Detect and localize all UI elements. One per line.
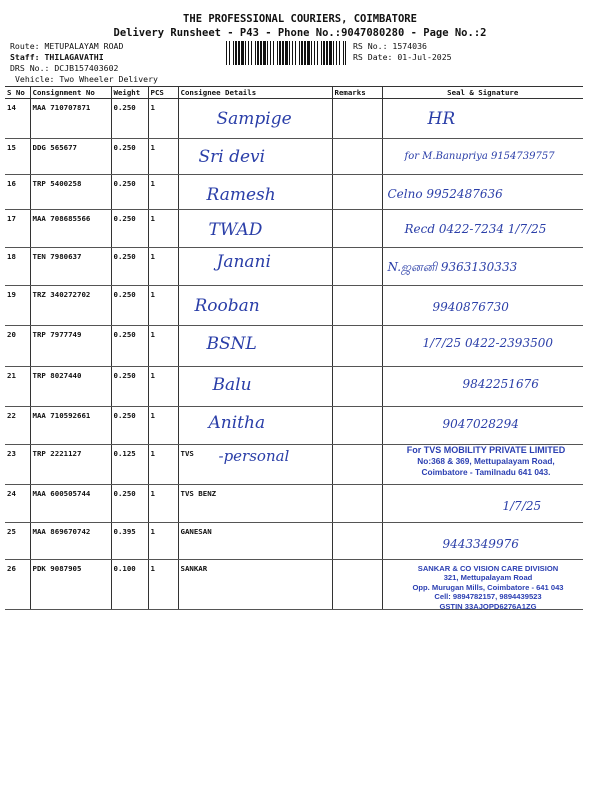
row-weight: 0.250 [111,210,148,248]
signature-handwritten: 9047028294 [442,417,519,431]
barcode-bar [314,41,315,65]
row-remarks [332,139,382,175]
row-consignee [178,367,332,407]
vehicle-label: Vehicle: Two Wheeler Delivery [15,74,158,84]
row-consignee [178,485,332,523]
row-pcs: 1 [148,99,178,139]
consignee-handwritten: TWAD [208,220,263,240]
signature-handwritten: 1/7/25 [502,499,542,513]
row-remarks [332,560,382,610]
table-row [5,286,583,326]
col-consignee: Consignee Details [178,87,332,99]
row-consignment: TRP 2221127 [30,445,111,485]
row-pcs: 1 [148,523,178,560]
consignee-handwritten: Sri devi [198,147,266,167]
stamp-line: SANKAR & CO VISION CARE DIVISION [417,564,559,573]
signature-handwritten: 9940876730 [432,300,509,314]
row-consignee [178,248,332,286]
barcode-bar [241,41,244,65]
row-consignee [178,99,332,139]
row-consignment: MAA 600505744 [30,485,111,523]
table-row [5,407,583,445]
row-pcs: 1 [148,560,178,610]
row-pcs: 1 [148,139,178,175]
barcode-bar [321,41,322,65]
barcode-bar [251,41,252,65]
table-row [5,445,583,485]
row-consignee [178,445,332,485]
row-consignment: TRP 7977749 [30,326,111,367]
row-sno: 20 [5,326,30,367]
row-weight: 0.250 [111,248,148,286]
table-row [5,560,583,610]
col-weight: Weight [111,87,148,99]
row-remarks [332,99,382,139]
row-weight: 0.250 [111,139,148,175]
row-remarks [332,523,382,560]
signature-handwritten: Celno 9952487636 [387,187,503,201]
col-sno: S No [5,87,30,99]
stamp-line: Coimbatore - Tamilnadu 641 043. [421,466,551,477]
row-signature [382,99,583,139]
barcode-bar [343,41,344,65]
row-consignment: TRP 8027440 [30,367,111,407]
consignee-handwritten: BSNL [206,334,257,354]
barcode-bar [245,41,246,65]
row-weight: 0.100 [111,560,148,610]
rs-date: RS Date: 01-Jul-2025 [353,52,452,62]
consignee-handwritten: -personal [218,447,290,465]
staff-label: Staff: THILAGAVATHI [10,52,104,62]
row-pcs: 1 [148,485,178,523]
row-pcs: 1 [148,445,178,485]
row-consignee [178,139,332,175]
row-signature [382,560,583,610]
row-sno: 16 [5,175,30,210]
rs-number: RS No.: 1574036 [353,41,427,51]
barcode-bar [326,41,328,65]
signature-handwritten: 9443349976 [442,537,519,551]
row-consignment: TEN 7980637 [30,248,111,286]
table-row [5,485,583,523]
row-consignee [178,326,332,367]
signature-handwritten: for M.Banupriya 9154739757 [404,151,555,162]
row-remarks [332,248,382,286]
runsheet-subtitle: Delivery Runsheet - P43 - Phone No.:9047080280 - Page No.:2 [113,27,487,39]
row-sno: 14 [5,99,30,139]
barcode-bar [277,41,278,65]
col-remarks: Remarks [332,87,382,99]
row-consignee [178,175,332,210]
barcode-bar [289,41,290,65]
signature-handwritten: HR [427,109,456,129]
col-signature: Seal & Signature [382,87,583,99]
barcode-bar [295,41,296,65]
row-weight: 0.250 [111,99,148,139]
consignee-handwritten: Janani [216,252,271,272]
signature-handwritten: N.ஜனனி 9363130333 [387,260,518,274]
table-row [5,248,583,286]
table-header-row [5,87,583,99]
row-remarks [332,485,382,523]
table-row [5,523,583,560]
barcode-bar [304,41,306,65]
row-signature [382,175,583,210]
row-pcs: 1 [148,407,178,445]
row-sno: 22 [5,407,30,445]
row-weight: 0.250 [111,175,148,210]
barcode-bar [345,41,346,65]
stamp-line: No:368 & 369, Mettupalayam Road, [417,456,555,467]
table-row [5,99,583,139]
row-consignment: PDK 9087905 [30,560,111,610]
row-consignment: TRP 5400258 [30,175,111,210]
row-remarks [332,286,382,326]
row-consignee [178,560,332,610]
runsheet-table [5,86,583,610]
row-weight: 0.395 [111,523,148,560]
row-signature [382,248,583,286]
consignee-handwritten: Balu [212,375,252,395]
row-sno: 15 [5,139,30,175]
barcode-bar [260,41,262,65]
row-pcs: 1 [148,326,178,367]
row-sno: 25 [5,523,30,560]
row-remarks [332,210,382,248]
row-signature [382,139,583,175]
sankar-stamp [401,564,576,611]
row-consignment: DDG 565677 [30,139,111,175]
row-signature [382,523,583,560]
consignee-printed: GANESAN [180,527,212,536]
barcode-bar [292,41,293,65]
signature-handwritten: 9842251676 [462,377,539,391]
row-sno: 24 [5,485,30,523]
consignee-handwritten: Sampige [216,109,292,129]
barcode-bar [301,41,303,65]
col-consignment: Consignment No [30,87,111,99]
row-weight: 0.250 [111,367,148,407]
row-consignment: MAA 708685566 [30,210,111,248]
row-signature [382,445,583,485]
table-row [5,139,583,175]
row-sno: 17 [5,210,30,248]
stamp-line: Cell: 9894782157, 9894439523 [434,592,542,602]
row-signature [382,367,583,407]
row-consignee [178,286,332,326]
row-signature [382,326,583,367]
barcode-bar [323,41,325,65]
row-remarks [332,445,382,485]
table-row [5,175,583,210]
row-pcs: 1 [148,367,178,407]
barcode-bar [299,41,300,65]
barcode-bar [235,41,237,65]
row-sno: 18 [5,248,30,286]
consignee-handwritten: Ramesh [206,185,276,205]
barcode-bar [226,41,227,65]
barcode-bar [333,41,334,65]
barcode-bar [285,41,288,65]
barcode-bar [273,41,274,65]
drs-number: DRS No.: DCJB157403602 [10,63,119,73]
signature-handwritten: 1/7/25 0422-2393500 [422,336,553,350]
row-pcs: 1 [148,175,178,210]
barcode-bar [282,41,284,65]
row-signature [382,407,583,445]
barcode-bar [233,41,234,65]
barcode [226,41,346,65]
table-row [5,326,583,367]
row-consignment: TRZ 340272702 [30,286,111,326]
row-consignment: MAA 710707871 [30,99,111,139]
barcode-bar [307,41,310,65]
row-consignment: MAA 869670742 [30,523,111,560]
barcode-bar [248,41,249,65]
table-row [5,210,583,248]
row-signature [382,286,583,326]
signature-handwritten: Recd 0422-7234 1/7/25 [404,222,547,236]
barcode-bar [267,41,268,65]
row-weight: 0.250 [111,485,148,523]
row-consignment: MAA 710592661 [30,407,111,445]
barcode-bar [279,41,281,65]
row-pcs: 1 [148,286,178,326]
col-pcs: PCS [148,87,178,99]
barcode-bar [311,41,312,65]
row-remarks [332,367,382,407]
row-weight: 0.250 [111,286,148,326]
barcode-bar [336,41,337,65]
consignee-printed: SANKAR [180,564,208,573]
row-pcs: 1 [148,210,178,248]
row-consignee [178,407,332,445]
stamp-line: GSTIN 33AJOPD6276A1ZG [439,601,537,611]
row-remarks [332,175,382,210]
row-weight: 0.125 [111,445,148,485]
row-sno: 21 [5,367,30,407]
row-sno: 19 [5,286,30,326]
stamp-line: For TVS MOBILITY PRIVATE LIMITED [406,445,566,455]
consignee-handwritten: Rooban [194,296,260,316]
barcode-bar [270,41,271,65]
row-pcs: 1 [148,248,178,286]
barcode-bar [329,41,332,65]
row-consignee [178,523,332,560]
consignee-handwritten: Anitha [208,413,266,433]
row-weight: 0.250 [111,407,148,445]
barcode-bar [263,41,266,65]
consignee-printed: TVS [180,449,194,458]
runsheet-title: THE PROFESSIONAL COURIERS, COIMBATORE [183,13,417,25]
row-remarks [332,407,382,445]
barcode-bar [257,41,259,65]
row-sno: 26 [5,560,30,610]
stamp-line: 321, Mettupalayam Road [443,573,533,583]
row-weight: 0.250 [111,326,148,367]
row-signature [382,210,583,248]
row-sno: 23 [5,445,30,485]
table-row [5,367,583,407]
row-consignee [178,210,332,248]
stamp-line: Opp. Murugan Mills, Coimbatore - 641 043 [412,582,564,592]
barcode-bar [255,41,256,65]
barcode-bar [238,41,240,65]
barcode-bar [339,41,340,65]
tvs-stamp [389,445,584,477]
row-signature [382,485,583,523]
barcode-bar [229,41,230,65]
row-remarks [332,326,382,367]
route-label: Route: METUPALAYAM ROAD [10,41,124,51]
barcode-bar [317,41,318,65]
consignee-printed: TVS BENZ [180,489,217,498]
